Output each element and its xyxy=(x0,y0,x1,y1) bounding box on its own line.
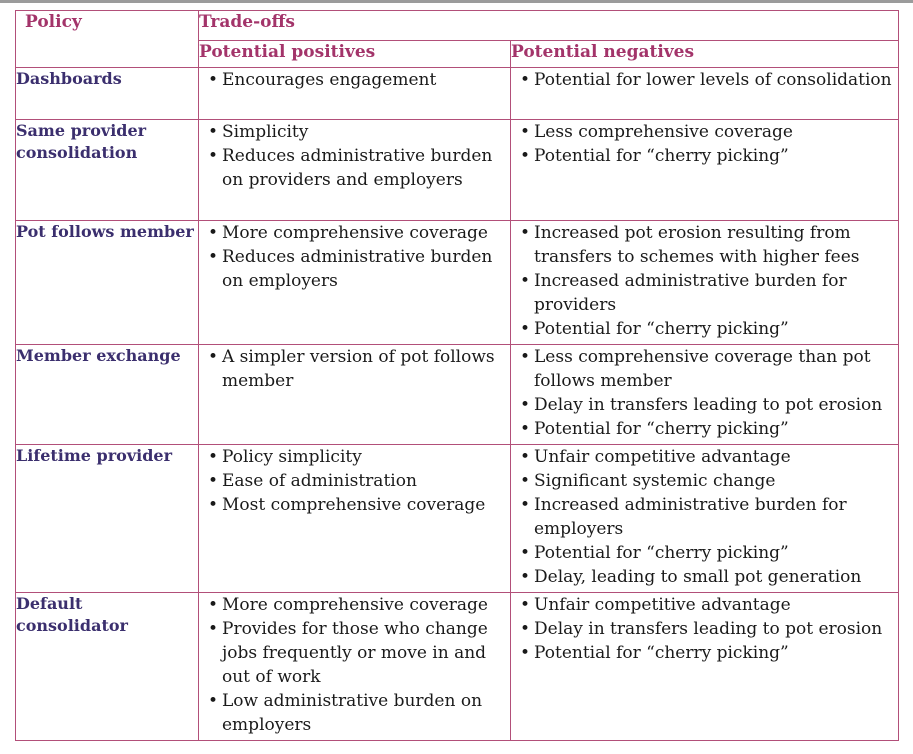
list-item: • More comprehensive coverage xyxy=(199,221,510,245)
policy-name: Lifetime provider xyxy=(16,445,199,593)
list-item: • Potential for “cherry picking” xyxy=(511,144,898,168)
list-item: • Potential for lower levels of consolidation xyxy=(511,68,898,92)
list-item: • Ease of administration xyxy=(199,469,510,493)
positives-list xyxy=(199,445,510,517)
list-item: • Unfair competitive advantage xyxy=(511,445,898,469)
list-item: • Simplicity xyxy=(199,120,510,144)
top-rule xyxy=(0,0,913,3)
header-negatives: Potential negatives xyxy=(511,41,899,68)
list-item: • Potential for “cherry picking” xyxy=(511,541,898,565)
list-item: • More comprehensive coverage xyxy=(199,593,510,617)
list-item: • Significant systemic change xyxy=(511,469,898,493)
negatives-cell xyxy=(511,593,899,741)
list-item: • Delay in transfers leading to pot erosion xyxy=(511,393,898,417)
negatives-cell xyxy=(511,120,899,221)
positives-list xyxy=(199,345,510,393)
list-item: • Potential for “cherry picking” xyxy=(511,417,898,441)
table-row xyxy=(16,120,899,221)
list-item: • Encourages engagement xyxy=(199,68,510,92)
list-item: • Increased administrative burden for providers xyxy=(511,269,898,317)
list-item: • Reduces administrative burden on employers xyxy=(199,245,510,293)
table-row xyxy=(16,221,899,345)
positives-cell xyxy=(199,593,511,741)
negatives-list xyxy=(511,345,898,441)
list-item: • Potential for “cherry picking” xyxy=(511,317,898,341)
list-item: • Potential for “cherry picking” xyxy=(511,641,898,665)
list-item: • Less comprehensive coverage xyxy=(511,120,898,144)
positives-cell xyxy=(199,120,511,221)
header-row xyxy=(16,11,899,41)
policy-name: Member exchange xyxy=(16,345,199,445)
list-item: • Most comprehensive coverage xyxy=(199,493,510,517)
table-row xyxy=(16,593,899,741)
list-item: • Provides for those who change jobs frequently or move in and out of work xyxy=(199,617,510,689)
positives-cell xyxy=(199,221,511,345)
list-item: • Increased pot erosion resulting from transfers to schemes with higher fees xyxy=(511,221,898,269)
header-tradeoffs: Trade-offs xyxy=(199,11,899,41)
policy-name: Same provider consolidation xyxy=(16,120,199,221)
header-policy: Policy xyxy=(16,11,199,68)
positives-list xyxy=(199,120,510,192)
negatives-list xyxy=(511,68,898,92)
policy-name: Pot follows member xyxy=(16,221,199,345)
negatives-list xyxy=(511,593,898,665)
policy-name: Default consolidator xyxy=(16,593,199,741)
list-item: • Unfair competitive advantage xyxy=(511,593,898,617)
policy-name: Dashboards xyxy=(16,68,199,120)
positives-cell xyxy=(199,345,511,445)
header-positives: Potential positives xyxy=(199,41,511,68)
positives-cell xyxy=(199,445,511,593)
negatives-list xyxy=(511,221,898,341)
list-item: • Delay, leading to small pot generation xyxy=(511,565,898,589)
table-row xyxy=(16,445,899,593)
list-item: • Reduces administrative burden on providers and employers xyxy=(199,144,510,192)
positives-list xyxy=(199,68,510,92)
list-item: • Low administrative burden on employers xyxy=(199,689,510,737)
table-row xyxy=(16,68,899,120)
negatives-cell xyxy=(511,68,899,120)
table-row xyxy=(16,345,899,445)
negatives-cell xyxy=(511,221,899,345)
negatives-list xyxy=(511,445,898,589)
positives-list xyxy=(199,593,510,737)
list-item: • Less comprehensive coverage than pot follows member xyxy=(511,345,898,393)
positives-cell xyxy=(199,68,511,120)
list-item: • Policy simplicity xyxy=(199,445,510,469)
positives-list xyxy=(199,221,510,293)
negatives-cell xyxy=(511,345,899,445)
policy-tradeoffs-table xyxy=(15,10,899,741)
negatives-list xyxy=(511,120,898,168)
list-item: • A simpler version of pot follows member xyxy=(199,345,510,393)
list-item: • Delay in transfers leading to pot erosion xyxy=(511,617,898,641)
negatives-cell xyxy=(511,445,899,593)
list-item: • Increased administrative burden for employers xyxy=(511,493,898,541)
